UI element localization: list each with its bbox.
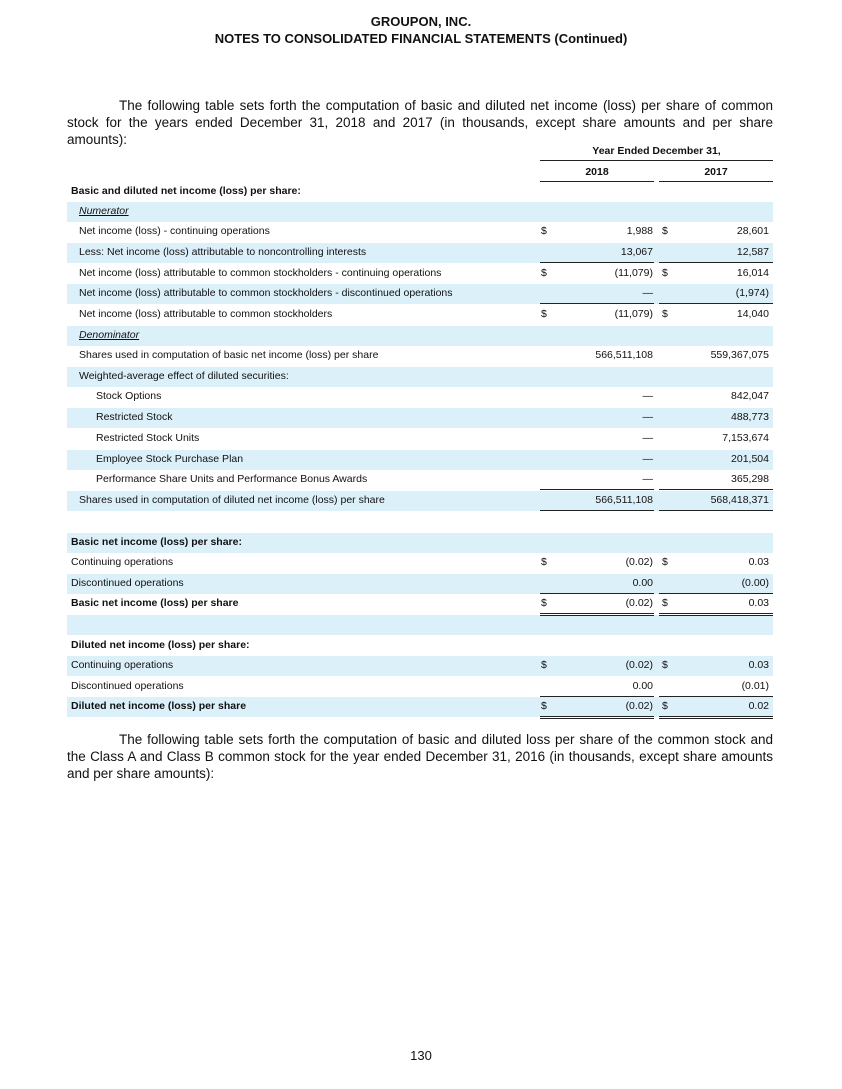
table-row <box>67 450 773 470</box>
row-label: Denominator <box>79 329 140 341</box>
value-2018: (0.02) <box>625 700 653 712</box>
row-label: Shares used in computation of diluted net income (loss) per share <box>79 494 385 506</box>
table-row <box>67 697 773 717</box>
row-label: Diluted net income (loss) per share: <box>71 639 250 651</box>
intro-paragraph <box>67 97 773 148</box>
dollar-sign-2018: $ <box>541 308 547 320</box>
row-label: Less: Net income (loss) attributable to noncontrolling interests <box>79 246 367 258</box>
table-row <box>67 491 773 511</box>
row-label: Continuing operations <box>71 659 174 671</box>
value-2018: (11,079) <box>614 308 653 320</box>
period-header: Year Ended December 31, <box>592 145 721 157</box>
total-rule <box>659 716 773 719</box>
total-rule <box>659 489 773 490</box>
value-2018: — <box>642 390 653 402</box>
table-row <box>67 553 773 573</box>
table-row <box>67 677 773 697</box>
row-label: Restricted Stock <box>96 411 173 423</box>
total-rule <box>540 489 654 490</box>
row-label: Discontinued operations <box>71 680 184 692</box>
value-2018: — <box>642 453 653 465</box>
value-2018: 566,511,108 <box>595 349 653 361</box>
row-label: Performance Share Units and Performance Bonus Awards <box>96 473 368 485</box>
table-row <box>67 243 773 263</box>
value-2018: — <box>642 473 653 485</box>
row-label: Net income (loss) - continuing operations <box>79 225 270 237</box>
row-label: Net income (loss) attributable to common stockholders <box>79 308 333 320</box>
total-rule <box>540 510 654 511</box>
outro-text: The following table sets forth the computation of basic and diluted loss per share of the common stock and the Class A and Class B common stock for the year ended December 31, 2016 (in thousands, except share amounts and per share amounts): <box>67 732 773 781</box>
value-2018: 0.00 <box>632 577 653 589</box>
table-row <box>67 182 773 202</box>
page-number: 130 <box>410 1048 432 1063</box>
table-row <box>67 367 773 387</box>
total-rule <box>540 593 654 594</box>
value-2017: 7,153,674 <box>722 432 769 444</box>
col-2018-header: 2018 <box>585 166 609 178</box>
table-row <box>67 429 773 449</box>
total-rule <box>659 696 773 697</box>
dollar-sign-2018: $ <box>541 225 547 237</box>
value-2017: 16,014 <box>736 267 769 279</box>
row-label: Basic net income (loss) per share: <box>71 536 242 548</box>
total-rule <box>659 303 773 304</box>
row-label: Stock Options <box>96 390 162 402</box>
value-2017: 28,601 <box>736 225 769 237</box>
value-2017: 12,587 <box>736 246 769 258</box>
total-rule <box>540 613 654 616</box>
table-row <box>67 574 773 594</box>
row-label: Discontinued operations <box>71 577 184 589</box>
dollar-sign-2017: $ <box>662 225 668 237</box>
outro-paragraph <box>67 731 773 782</box>
row-label: Numerator <box>79 205 129 217</box>
value-2018: (0.02) <box>625 556 653 568</box>
table-row <box>67 326 773 346</box>
value-2017: 0.02 <box>748 700 769 712</box>
row-label: Weighted-average effect of diluted securities: <box>79 370 289 382</box>
value-2018: 0.00 <box>632 680 653 692</box>
dollar-sign-2018: $ <box>541 700 547 712</box>
total-rule <box>659 510 773 511</box>
row-label: Basic net income (loss) per share <box>71 597 239 609</box>
company-name: GROUPON, INC. <box>370 14 472 29</box>
value-2017: 488,773 <box>731 411 769 423</box>
value-2017: (0.00) <box>741 577 769 589</box>
dollar-sign-2017: $ <box>662 597 668 609</box>
value-2017: 842,047 <box>731 390 769 402</box>
row-label: Net income (loss) attributable to common stockholders - discontinued operations <box>79 287 453 299</box>
row-label: Shares used in computation of basic net income (loss) per share <box>79 349 379 361</box>
value-2017: 0.03 <box>748 659 769 671</box>
dollar-sign-2018: $ <box>541 556 547 568</box>
value-2018: (11,079) <box>614 267 653 279</box>
table-row <box>67 346 773 366</box>
dollar-sign-2017: $ <box>662 267 668 279</box>
value-2018: (0.02) <box>625 659 653 671</box>
row-label: Employee Stock Purchase Plan <box>96 453 244 465</box>
total-rule <box>540 696 654 697</box>
dollar-sign-2018: $ <box>541 659 547 671</box>
value-2018: 566,511,108 <box>595 494 653 506</box>
value-2018: 13,067 <box>620 246 653 258</box>
dollar-sign-2017: $ <box>662 556 668 568</box>
value-2017: 568,418,371 <box>710 494 769 506</box>
dollar-sign-2018: $ <box>541 597 547 609</box>
dollar-sign-2017: $ <box>662 700 668 712</box>
dollar-sign-2017: $ <box>662 659 668 671</box>
value-2017: 0.03 <box>748 556 769 568</box>
table-row <box>67 305 773 325</box>
total-rule <box>540 716 654 719</box>
table-row <box>67 284 773 304</box>
table-row <box>67 264 773 284</box>
value-2017: 201,504 <box>731 453 769 465</box>
table-row <box>67 636 773 656</box>
period-header-rule <box>540 160 773 161</box>
table-row <box>67 533 773 553</box>
value-2017: 0.03 <box>748 597 769 609</box>
row-label: Continuing operations <box>71 556 174 568</box>
dollar-sign-2017: $ <box>662 308 668 320</box>
dollar-sign-2018: $ <box>541 267 547 279</box>
table-row <box>67 470 773 490</box>
total-rule <box>540 262 654 263</box>
total-rule <box>659 593 773 594</box>
value-2018: (0.02) <box>625 597 653 609</box>
row-label: Net income (loss) attributable to common stockholders - continuing operations <box>79 267 442 279</box>
total-rule <box>659 613 773 616</box>
value-2018: 1,988 <box>626 225 653 237</box>
value-2018: — <box>642 411 653 423</box>
row-label: Restricted Stock Units <box>96 432 200 444</box>
row-label: Basic and diluted net income (loss) per share: <box>71 185 301 197</box>
table-row <box>67 387 773 407</box>
table-row <box>67 222 773 242</box>
value-2017: (1,974) <box>735 287 769 299</box>
value-2017: 559,367,075 <box>710 349 769 361</box>
value-2017: 14,040 <box>736 308 769 320</box>
table-row <box>67 408 773 428</box>
intro-text: The following table sets forth the computation of basic and diluted net income (loss) per share of common stock for the years ended December 31, 2018 and 2017 (in thousands, except share amounts and per share amounts): <box>67 98 773 147</box>
table-row <box>67 202 773 222</box>
value-2018: — <box>642 287 653 299</box>
value-2017: 365,298 <box>731 473 769 485</box>
table-row <box>67 615 773 635</box>
row-label: Diluted net income (loss) per share <box>71 700 247 712</box>
total-rule <box>540 303 654 304</box>
total-rule <box>659 262 773 263</box>
table-row <box>67 656 773 676</box>
table-row <box>67 512 773 532</box>
value-2017: (0.01) <box>741 680 769 692</box>
page-subtitle: NOTES TO CONSOLIDATED FINANCIAL STATEMENTS (Continued) <box>214 31 628 46</box>
value-2018: — <box>642 432 653 444</box>
col-2017-header: 2017 <box>704 166 728 178</box>
table-row <box>67 594 773 614</box>
